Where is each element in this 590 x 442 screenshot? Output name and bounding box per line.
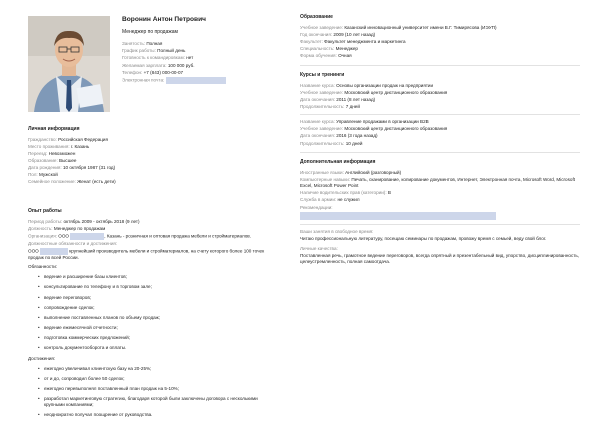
experience-duties-title: Должностные обязанности и достижения: (28, 241, 118, 246)
education-section (300, 14, 580, 59)
experience-org: Организация: ООО , Казань - розничная и оптовая продажа мебели и стройматериалов. (28, 233, 252, 239)
education-row: Факультет: Факультет менеджмента и маркетинга (300, 38, 406, 44)
license-row: Наличие водительских прав (категории): B (300, 190, 391, 196)
list-item: • подготовка коммерческих предложений; (38, 335, 286, 341)
education-row: Год окончания: 2009 (10 лет назад) (300, 31, 376, 37)
course-row: Название курса: Основы организации продаж на предприятии (300, 82, 434, 88)
duties-label: Обязанности: (28, 264, 58, 270)
hobby-label: Ваши занятия в свободное время: (300, 228, 374, 234)
personal-info-title: Личная информация (28, 126, 80, 132)
profile-photo (28, 16, 110, 112)
education-row: Специальность: Менеджер (300, 45, 358, 51)
right-column (300, 8, 580, 271)
additional-info-section (300, 159, 580, 264)
divider (300, 224, 580, 225)
army-row: Служба в армии: не служил (300, 197, 360, 203)
languages-row: Иностранные языки: Английский (разговорный) (300, 169, 402, 175)
personal-row: Дата рождения: 10 октября 1987 (31 год) (28, 165, 116, 171)
experience-period: Период работы: октябрь 2009 - октябрь 2018 (9 лет) (28, 218, 140, 224)
qualities-text: Поставленная речь, грамотное ведение переговоров, всегда опрятный и презентабельный вид, упорство, дисциплинированность, целеустремленность, полная самоотдача. (300, 253, 580, 264)
experience-description: ООО крупнейший производитель мебели и стройматериалов, на счету которого более 100 точек продаж по всей России. (28, 248, 265, 261)
profile-row-salary: Желаемая зарплата: 100 000 руб. (122, 62, 195, 68)
divider (300, 114, 580, 115)
qualities-label: Личные качества: (300, 245, 338, 251)
list-item: • ведение переговоров; (38, 295, 286, 301)
profile-row-schedule: График работы: Полный день (122, 48, 186, 54)
personal-row: Образование: Высшее (28, 157, 77, 163)
list-item: • разработал маркетинговую стратегию, благодаря которой были заключены договора с несколькими крупными компаниями; (38, 396, 264, 408)
course-row: Учебное заведение: Московский центр дистанционного образования (300, 126, 448, 132)
hobby-text: Читаю профессиональную литературу, посещаю семинары по продажам, провожу время с семьей, веду свой блог. (300, 235, 547, 241)
list-item: • ведение ежемесячной отчетности; (38, 325, 286, 331)
course-row: Учебное заведение: Московский центр дистанционного образования (300, 89, 448, 95)
computer-skills-row: Компьютерные навыки: Печать, сканирование, копирование документов, Интернет, Электронная почта, Microsoft Word, Microsoft Excel, Microsoft Power Point (300, 177, 576, 189)
education-row: Учебное заведение: Казанский инновационный университет имени В.Г. Тимирясова (ИЭУП) (300, 24, 497, 30)
profile-header (122, 16, 286, 85)
person-photo-icon (28, 16, 110, 112)
experience-section (28, 202, 286, 422)
experience-title: Опыт работы (28, 208, 62, 214)
achievements-label: Достижения: (28, 355, 56, 361)
divider (300, 65, 580, 66)
achievements-list (38, 366, 286, 419)
candidate-name: Воронин Антон Петрович (122, 16, 206, 23)
course-row: Дата окончания: 2011 (8 лет назад) (300, 96, 376, 102)
courses-section (300, 72, 580, 146)
candidate-position: Менеджер по продажам (122, 28, 178, 35)
profile-row-travel: Готовность к командировкам: нет (122, 55, 194, 61)
profile-row-employment: Занятость: Полная (122, 41, 163, 47)
divider (300, 152, 580, 153)
list-item: • ежегодно перевыполнял поставленный план продаж на 5-10%; (38, 386, 286, 392)
course-item-1 (300, 83, 580, 110)
duties-list (38, 274, 286, 351)
redacted-recommendations (300, 212, 496, 220)
course-row: Название курса: Управление продажами в организации В2В (300, 119, 429, 125)
recommendations-row: Рекомендации: (300, 204, 333, 210)
personal-row: Переезд: Невозможен (28, 150, 76, 156)
list-item: • контроль документооборота и оплаты. (38, 345, 286, 351)
personal-row: Гражданство: Российская Федерация (28, 136, 108, 142)
list-item: • от и до, сопроводил более 50 сделок; (38, 376, 286, 382)
course-row: Продолжительность: 10 дней (300, 140, 363, 146)
courses-title: Курсы и тренинги (300, 72, 345, 79)
course-row: Продолжительность: 7 дней (300, 104, 360, 110)
additional-info-title: Дополнительная информация (300, 159, 376, 166)
redacted-org-name (70, 233, 104, 240)
redacted-email (166, 77, 226, 84)
personal-info-section (28, 120, 286, 187)
list-item: • консультирование по телефону и в торговом зале; (38, 284, 286, 290)
list-item: • сопровождение сделок; (38, 305, 286, 311)
list-item: • ведение и расширение базы клиентов; (38, 274, 286, 280)
education-title: Образование (300, 14, 333, 20)
profile-row-email: Электронная почта: (122, 77, 286, 84)
profile-row-phone: Телефон: +7 (843) 000-00-07 (122, 69, 184, 75)
list-item: • выполнение поставленных планов по объему продаж; (38, 315, 286, 321)
personal-row: Семейное положение: Женат (есть дети) (28, 179, 116, 185)
course-item-2 (300, 119, 580, 146)
personal-row: Пол: Мужской (28, 172, 58, 178)
education-row: Форма обучения: Очная (300, 53, 352, 59)
personal-row: Место проживания: г. Казань (28, 143, 90, 149)
list-item: • неоднократно получал поощрение от руководства. (38, 412, 286, 418)
course-row: Дата окончания: 2016 (3 года назад) (300, 133, 378, 139)
list-item: • ежегодно увеличивал клиентскую базу на 20-25%; (38, 366, 286, 372)
experience-job: Должность: Менеджер по продажам (28, 225, 106, 231)
